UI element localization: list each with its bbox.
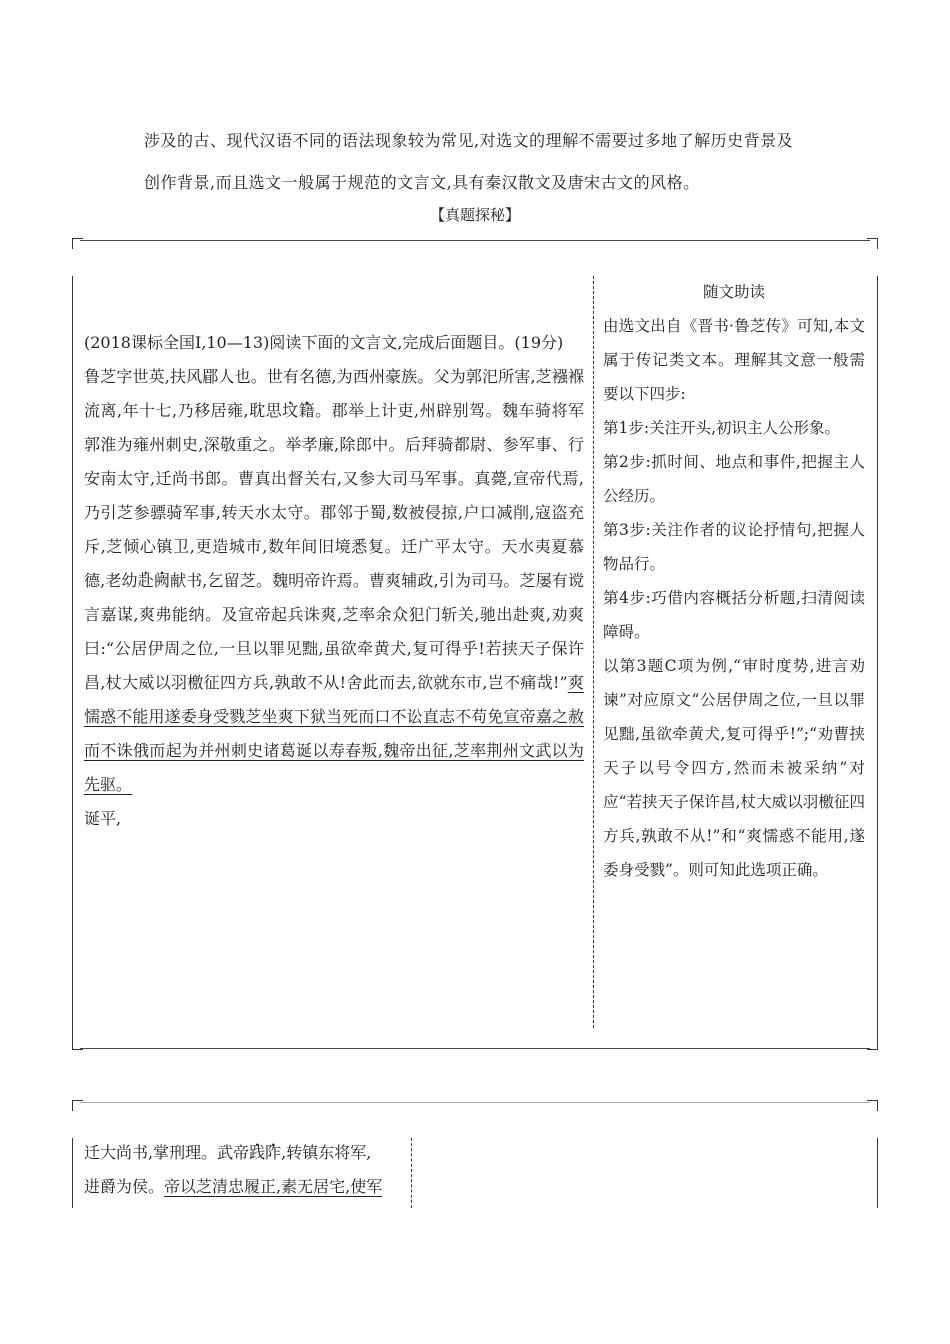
frame-right-rule [877, 276, 878, 1040]
dotted-char: 籍 [298, 401, 316, 420]
passage-block [84, 326, 584, 836]
dotted-char: 坟 [282, 401, 299, 420]
passage-text: 。郡举上计吏,州辟别驾。魏车骑将军郭淮为雍州刺史,深敬重之。举孝廉,除郎中。后拜骑都尉、参军事、行安南太守,迁尚书郎。曹真出督关右,又参大司马军事。真薨,宣帝代焉,乃引芝参骠骑军事,转天水太守。郡邻于蜀,数被侵掠,户口减削,寇盗充斥,芝倾心镇卫,更造城市,数年间旧境悉复。迁广平太守。天水夷夏慕德,老幼 [84, 401, 584, 590]
intro-line-1: 涉及的古、现代汉语不同的语法现象较为常见,对选文的理解不需要过多地了解历史背景及 [144, 131, 794, 150]
dotted-char: 践 [249, 1143, 266, 1162]
guide-item: 由选文出自《晋书·鲁芝传》可知,本文属于传记类文本。理解其文意一般需要以下四步: [603, 317, 865, 403]
column-divider [593, 276, 594, 1028]
underlined-sentence: 爽懦惑不能用遂委身受戮芝坐爽下狱当死而口不讼直志不苟免宣帝嘉之赦而不诛俄而起为并州刺史 [84, 673, 584, 760]
section-title: 【真题探秘】 [429, 206, 520, 224]
frame-top-border [72, 238, 878, 248]
column-divider-2 [411, 1138, 412, 1208]
guide-item: 以第3题C项为例,“审时度势,进言劝谏”对应原文“公居伊周之位,一旦以罪见黜,虽欲牵黄犬,复可得乎!”;“劝曹挟天子以号令四方,然而未被采纳”对应“若挟天子保许昌,杖大威以羽檄征四方兵,孰敢不从!”和“爽懦惑不能用,遂委身受戮”。则可知此选项正确。 [603, 657, 865, 879]
frame-right-rule-2 [877, 1138, 878, 1208]
passage-text: 献书,乞留芝。魏明帝许焉。曹爽辅政,引为司马。芝屡有谠言嘉谋,爽弗能纳。及宣帝起兵诛爽,芝率余众犯门斩关,驰出赴爽,劝爽曰:“公居伊周之位,一旦以罪见黜,虽欲牵黄犬,复可得乎!若挟天子保许昌,杖大威以羽檄征四方兵,孰敢不从!舍此而去,欲就东市,岂不痛哉!” [84, 571, 584, 692]
reading-guide-title: 随文助读 [702, 283, 765, 301]
reading-guide [603, 275, 865, 887]
guide-item: 第2步:抓时间、地点和事件,把握主人公经历。 [603, 453, 865, 505]
underlined-sentence: 诸葛诞以寿春叛,魏帝出征,芝率荆州文武以为先驱。 [84, 741, 584, 794]
passage-body [84, 360, 584, 802]
passage-text: 鲁芝字世英,扶风郿人也。世有名德,为西州豪族。父为郭汜所害,芝襁褓流离,年十七,乃移居雍,耽思 [84, 367, 584, 420]
dotted-char: 阼 [265, 1143, 282, 1162]
dotted-char: 阙 [153, 571, 170, 590]
frame-left-rule-2 [72, 1138, 73, 1208]
continued-passage [84, 1136, 404, 1204]
passage-source: (2018课标全国Ⅰ,10—13)阅读下面的文言文,完成后面题目。(19分) [84, 333, 564, 352]
passage-tail: 诞平, [84, 809, 122, 828]
continued-line-2: 进爵为侯。帝以芝清忠履正,素无居宅,使军 [84, 1177, 383, 1196]
intro-line-2: 创作背景,而且选文一般属于规范的文言文,具有秦汉散文及唐宋古文的风格。 [144, 173, 700, 192]
frame-top-border-2 [72, 1100, 878, 1110]
dotted-char: 赴 [137, 571, 154, 590]
underlined-sentence: 帝以芝清忠履正,素无居宅,使军 [164, 1177, 383, 1196]
guide-item: 第4步:巧借内容概括分析题,扫清阅读障碍。 [603, 589, 865, 641]
frame-bottom-border [72, 1040, 878, 1050]
guide-item: 第3步:关注作者的议论抒情句,把握人物品行。 [603, 521, 865, 573]
continued-line-1: 迁大尚书,掌刑理。武帝践阼,转镇东将军, [84, 1143, 372, 1162]
frame-left-rule [72, 276, 73, 1040]
guide-item: 第1步:关注开头,初识主人公形象。 [603, 419, 841, 437]
